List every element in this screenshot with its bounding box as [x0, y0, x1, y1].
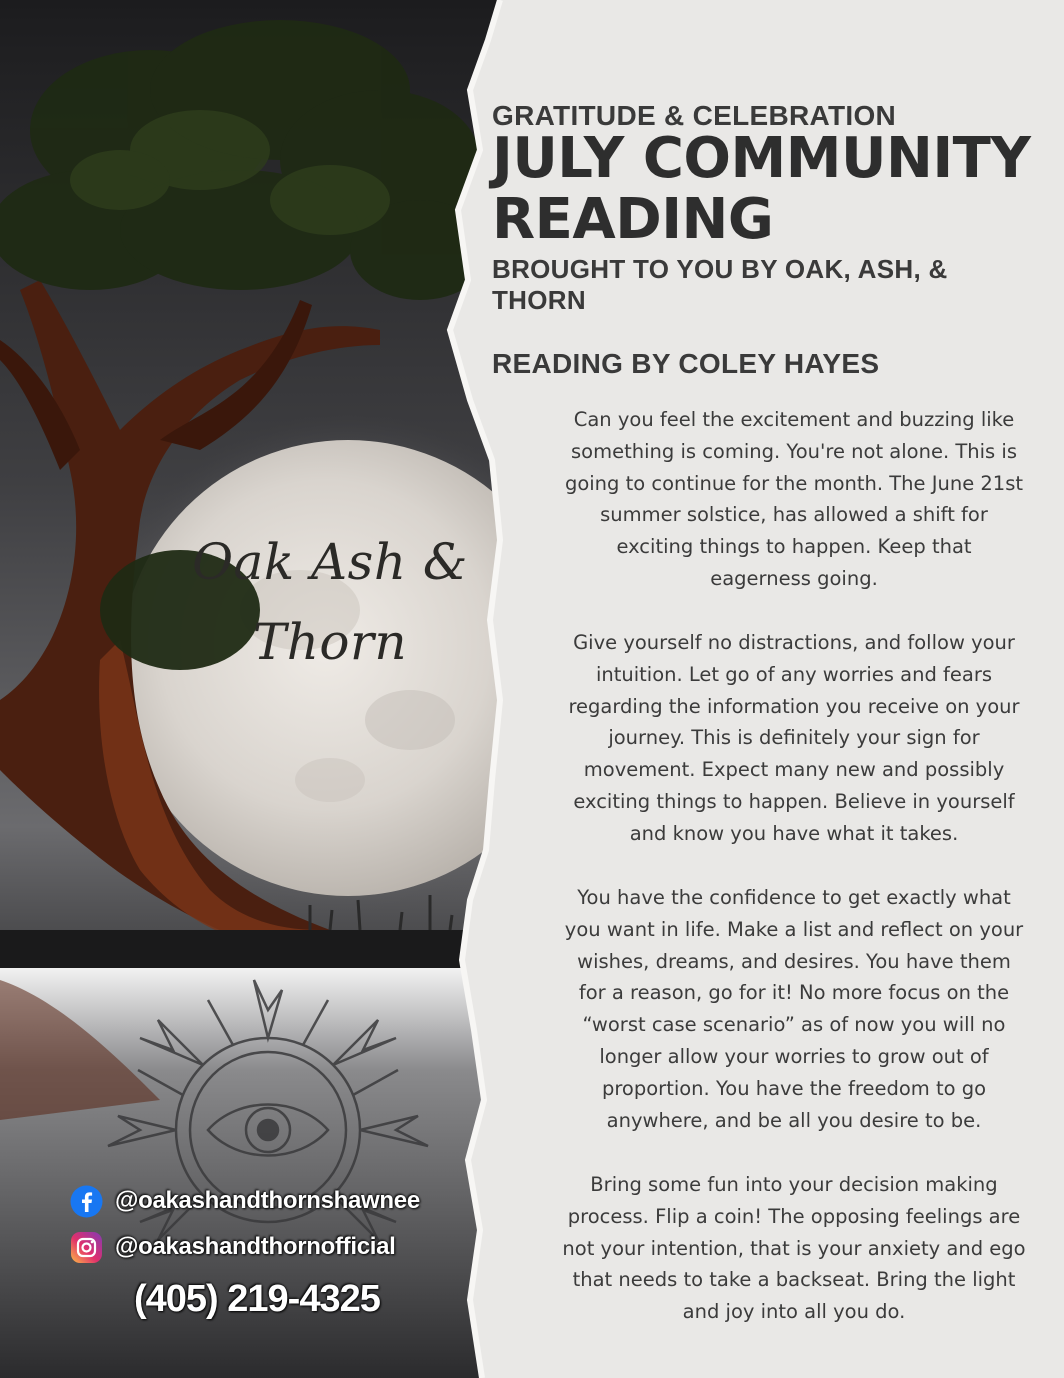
line: going to continue for the month. The June 21st	[564, 471, 1024, 495]
line: You have the confidence to get exactly what	[577, 886, 1011, 909]
instagram-link[interactable]	[70, 1230, 396, 1264]
line: wishes, dreams, and desires. You have them	[577, 949, 1011, 973]
title-line-1: JULY COMMUNITY	[492, 126, 1031, 191]
reading-author: READING BY COLEY HAYES	[492, 348, 880, 379]
line: Give yourself no distractions, and follow your	[573, 631, 1015, 654]
line: for a reason, go for it! No more focus on the	[578, 981, 1010, 1005]
brand-name	[150, 522, 510, 682]
instagram-handle: @oakashandthornofficial	[115, 1233, 396, 1260]
line: you want in life. Make a list and reflect on your	[564, 917, 1024, 941]
line: proportion. You have the freedom to go	[601, 1076, 987, 1100]
line: and joy into all you do.	[682, 1300, 906, 1324]
brand-line-2: Thorn	[252, 613, 408, 671]
line: that needs to take a backseat. Bring the light	[572, 1268, 1016, 1292]
line: and know you have what it takes.	[629, 821, 959, 845]
line: something is coming. You're not alone. This is	[571, 439, 1017, 463]
paragraph-3	[542, 882, 1046, 1136]
paragraph-1	[542, 404, 1046, 595]
line: process. Flip a coin! The opposing feelings are	[567, 1204, 1021, 1228]
line: eagerness going.	[710, 566, 878, 590]
line: summer solstice, has allowed a shift for	[600, 503, 988, 527]
line: anywhere, and be all you desire to be.	[606, 1108, 982, 1132]
facebook-link[interactable]	[70, 1184, 420, 1218]
line: not your intention, that is your anxiety and ego	[562, 1236, 1026, 1260]
page-title	[492, 128, 1052, 250]
kicker: GRATITUDE & CELEBRATION	[492, 100, 897, 131]
instagram-icon	[70, 1231, 103, 1264]
brought-by	[492, 254, 1052, 316]
line: exciting things to happen. Keep that	[616, 535, 972, 559]
brand-line-1: Oak Ash &	[192, 533, 468, 591]
line: Bring some fun into your decision making	[590, 1173, 998, 1196]
facebook-handle: @oakashandthornshawnee	[115, 1187, 420, 1214]
paragraph-4	[542, 1169, 1046, 1328]
brought-line-2: THORN	[492, 285, 586, 315]
line: Can you feel the excitement and buzzing like	[573, 408, 1015, 431]
line: movement. Expect many new and possibly	[583, 758, 1005, 782]
reading-content	[492, 96, 1052, 1366]
line: exciting things to happen. Believe in yourself	[573, 789, 1015, 813]
brought-line-1: BROUGHT TO YOU BY OAK, ASH, &	[492, 254, 948, 284]
facebook-icon	[70, 1185, 103, 1218]
phone-number[interactable]: (405) 219-4325	[134, 1278, 380, 1320]
paragraph-2	[542, 627, 1046, 850]
title-line-2: READING	[492, 187, 774, 252]
line: journey. This is definitely your sign for	[608, 726, 980, 750]
line: intuition. Let go of any worries and fears	[595, 662, 993, 686]
line: longer allow your worries to grow out of	[599, 1044, 989, 1068]
line: “worst case scenario” as of now you will no	[582, 1013, 1006, 1037]
line: regarding the information you receive on your	[568, 694, 1020, 718]
